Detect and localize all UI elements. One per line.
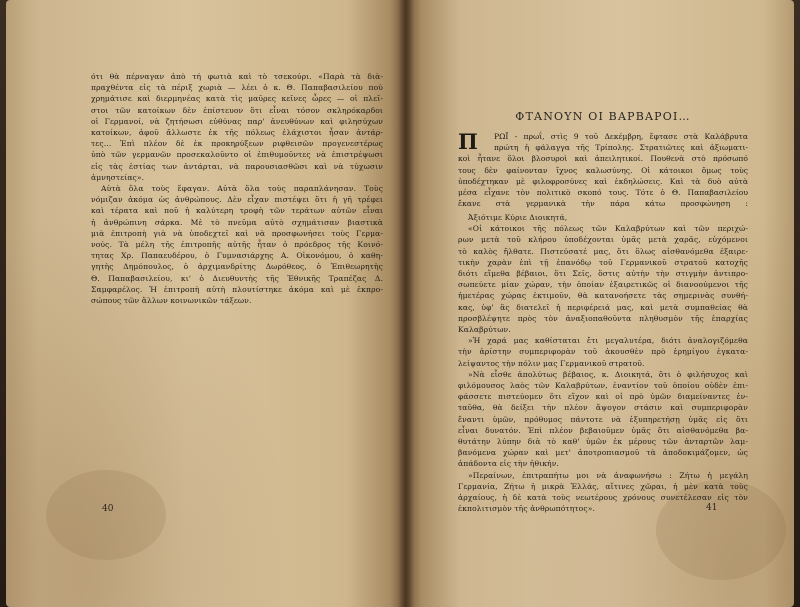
text-line: μέσα εἶχανε τὸν πολιτικὸ σκοπό τους. Τότε ὁ Θ. Παπαβασιλείου bbox=[458, 188, 748, 198]
text-line: εἰς τὰς ἑστίας των ἀντάρται, νὰ παρουσιασθῶσι καὶ νὰ τύχωσιν bbox=[91, 161, 383, 171]
text-line: Ἀξιότιμε Κύριε Διοικητά, bbox=[468, 213, 568, 222]
text-line: τητας Χρ. Παπαευδέρου, ὁ Γυμνασιάρχης Α. Οἰκονόμου, ὁ καθη- bbox=[91, 251, 383, 261]
text-line: ἀμνηστείας». bbox=[91, 172, 145, 182]
text-line: προσβλέψητε πρὸς τὸν ἀναξιοπαθοῦντα πληθυσμὸν τῆς ἐπαρχίας bbox=[458, 313, 748, 323]
left-page bbox=[6, 0, 406, 607]
text-line: Αὐτὰ ὅλα τοὺς ἔφαγαν. Αὐτὰ ὅλα τοὺς παραπλάνησαν. Τοὺς bbox=[101, 184, 383, 194]
text-line: Καλαβρύτων. bbox=[458, 325, 511, 335]
text-line: τους δὲν φαίνονταν ἴχνος καλωσύνης. Οἱ κάτοικοι ὅμως τοὺς bbox=[458, 165, 748, 175]
text-line: ἡ ἀνθρώπινη σάρκα. Μὲ τὸ πνεῦμα αὐτὸ σχημάτισαν βιαστικὰ bbox=[91, 217, 383, 227]
text-line: ὑποδέχτηκαν μὲ φιλοφροσύνες καὶ ἐκδηλώσεις. Καὶ τὰ δυὸ αὐτὰ bbox=[458, 176, 748, 186]
right-page-text bbox=[458, 212, 748, 514]
text-line: Θ. Παπαβασιλείου, κι' ὁ Διευθυντὴς τῆς Ἐθνικῆς Τραπέζας Δ. bbox=[91, 273, 383, 283]
text-line: ταῦθα, θὰ δείξει τὴν πλέον ἄψογον στάσιν καὶ συμπεριφορὰν bbox=[458, 403, 748, 413]
text-line: θυτάτην λύπην διὰ τὸ καθ' ὑμῶν ἐκ μέρους τῶν ἀνταρτῶν λαμ- bbox=[458, 437, 748, 447]
text-line: ἔναντι ὑμῶν, πρόθυμος πάντοτε νὰ ἐξυπηρετήσῃ ὑμᾶς εἰς ὅτι bbox=[458, 414, 748, 424]
paper-stain bbox=[46, 470, 166, 560]
text-line: διότι εἴμεθα βέβαιοι, ὅτι Σεῖς, ὅστις αὐτὴν τὴν στιγμὴν ἀντιπρο- bbox=[458, 269, 748, 279]
text-line: ρων μετὰ τοῦ κλήρου ὑποδέχονται ὑμᾶς μετὰ χαρᾶς, εὐχόμενοι bbox=[458, 235, 748, 245]
text-line: »Περαίνων, ἐπιτραπήτω μοι νὰ ἀναφωνήσω : Ζήτω ἡ μεγάλη bbox=[468, 470, 748, 480]
text-line: σωπεύετε μίαν χώραν, τὴν ὁποίαν ἐξαιρετικῶς οἱ διανοούμενοι τῆς bbox=[458, 280, 748, 290]
text-line: τὴν ἀρίστην συμπεριφορὰν τοῦ ἀκουσθὲν πρὸ ἐρημίγου ἐγκατα- bbox=[458, 347, 748, 357]
text-line: τες… Ἐπὶ πλέον δὲ ἐκ προκηρύξεων ριφθεισῶν προγενεστέρως bbox=[91, 139, 383, 149]
text-line: κατοίκων, ἀφοῦ ἄλλωστε ἐκ τῆς πόλεως ἐλάχιστοι ἦσαν ἀντάρ- bbox=[91, 128, 383, 138]
right-page bbox=[406, 0, 794, 607]
text-line: ἡμετέρας χώρας ἐκτιμοῦν, θὰ κατανοήσετε τὰς σημερινὰς συνθή- bbox=[458, 291, 748, 301]
chapter-title: ΦΤΑΝΟΥΝ ΟΙ ΒΑΡΒΑΡΟΙ… bbox=[515, 110, 691, 123]
text-line: οἱ Γερμανοί, νὰ ζητήσωσι εὐθύνας παρ' ἀνευθύνων καὶ φιλησύχων bbox=[91, 116, 383, 126]
text-line: νόμιζαν ἀκόμα ὡς ἀνθρώπους. Δὲν εἶχαν πιστέψει ὅτι ἡ γῆ τρέφει bbox=[91, 195, 383, 205]
text-line: κοὶ ἦτανε ὅλοι βλοσυροὶ καὶ ἀπειλητικοί. Πουθενὰ στὸ πρόσωπό bbox=[458, 154, 748, 164]
page-number: 40 bbox=[102, 504, 114, 514]
text-line: ότι θὰ πέρναγαν ἀπὸ τή φωτιὰ καὶ τὸ τσεκούρι. «Παρὰ τὰ διὰ- bbox=[91, 72, 383, 81]
text-line: ΡΩΪ - πρωΐ, στὶς 9 τοῦ Δεκέμβρη, ἔφτασε στὰ Καλάβρυτα bbox=[494, 132, 748, 141]
text-line: καὶ τέρατα καὶ ποῦ ἡ καλύτερη τροφὴ τῶν τεράτων αὐτῶν εἶναι bbox=[91, 206, 383, 216]
book-gutter bbox=[398, 0, 414, 607]
text-line: φιλόμουσος λαὸς τῶν Καλαβρύτων, ἐναντίον τοῦ ὁποίου οὐδὲν ἐπι- bbox=[458, 381, 748, 391]
text-line: σώπους τῶν ἄλλων κοινωνικῶν τάξεων. bbox=[91, 296, 252, 306]
text-line: ἐκπολιτισμὸν τῆς ἀνθρωπότητος». bbox=[458, 504, 595, 514]
text-line: πρώτη ἡ φάλαγγα τῆς Τρίπολης. Στρατιῶτες καὶ ἀξιωματι- bbox=[494, 143, 748, 153]
text-line: κας, ὑφ' ἃς διατελεῖ ἡ περιφέρειά μας, καὶ μετὰ συμπαθείας θὰ bbox=[458, 302, 748, 312]
drop-cap: Π bbox=[458, 129, 478, 154]
text-line: τικὴν χαρὰν ἐπὶ τῇ ἐπανόδῳ τοῦ Γερμανικοῦ στρατοῦ κατοχῆς bbox=[458, 257, 748, 267]
text-line: Γερμανία, Ζήτω ἡ μικρὰ Ἑλλάς, αἵτινες χῶραι, ἡ μὲν κατὰ τοὺς bbox=[458, 481, 748, 491]
text-line: μιὰ ἐπιτροπὴ γιὰ νὰ ὑποδεχτεῖ καὶ νὰ προσφωνήσει τοὺς Γερμα- bbox=[91, 228, 383, 238]
text-line: τὸ καλὸς ἤλθατε. Πιστεύσατέ μας, ὅτι ὅλως αἰσθανόμεθα ἐξαιρε- bbox=[458, 246, 748, 256]
page-number: 41 bbox=[706, 503, 718, 513]
text-line: Σαμφαρέλος. Ἡ ἐπιτροπὴ αὐτὴ πλουτίστηκε ἀκόμα καὶ μὲ ἐκπρο- bbox=[91, 284, 383, 294]
text-line: ὑπὸ τῶν γερμανῶν προσεκαλοῦντο οἱ ἐπιθυμοῦντες νὰ ἐπιστρέψωσι bbox=[91, 150, 383, 160]
text-line: «Οἱ κάτοικοι τῆς πόλεως τῶν Καλαβρύτων καὶ τῶν περιχώ- bbox=[468, 224, 748, 234]
text-line: στοι τῶν κατοίκων δὲν ἐπίστευον ὅτι εἶναι τόσον σκληρόκαρδοι bbox=[91, 105, 383, 115]
text-line: εἶναι δυνατόν. Ἐπὶ πλέον βεβαιοῦμεν ὑμᾶς ὅτι αἰσθανόμεθα βα- bbox=[458, 425, 748, 435]
text-line: χρημάτισε καὶ διερμηνέας κατὰ τὶς μαῦρες κεῖνες ὧρες — οἱ πλεῖ- bbox=[91, 94, 383, 104]
text-line: βανόμενα χώραν καὶ μετ' ἀποτροπιασμοῦ τὰ ἀποδοκιμάζομεν, ὡς bbox=[458, 448, 748, 458]
text-line: ἔκανε στὰ γερμανικὰ τὴν πάρα κάτω προσφώνηση : bbox=[458, 199, 748, 209]
left-page-text bbox=[91, 71, 383, 306]
text-line: ἀπάδοντα εἰς τὴν ἠθικήν. bbox=[458, 459, 559, 469]
text-line: νούς. Τὰ μέλη τῆς ἐπιτροπῆς αὐτῆς ἦταν ὁ πρόεδρος τῆς Κοινό- bbox=[91, 240, 383, 250]
text-line: φάσσετε πιστεύομεν ὅτι εἴχον καὶ οἱ πρὸ ὑμῶν διαμείναντες ἐν- bbox=[458, 392, 748, 402]
text-line: ἀρχαίους, ἡ δὲ κατὰ τοὺς νεωτέρους χρόνους συνετέλεσαν εἰς τὸν bbox=[458, 493, 748, 503]
text-line: γητὴς Δημόπουλος, ὁ ἀρχιμανδρίτης Δωρόθεος, ὁ Ἐπιθεωρητὴς bbox=[91, 262, 383, 272]
opening-paragraph bbox=[458, 131, 748, 209]
text-line: πραχθέντα εἰς τὰ πέριξ χωριὰ — λέει ὁ κ. Θ. Παπαβασιλείου ποὺ bbox=[91, 83, 383, 93]
text-line: »Νὰ εἶσθε ἀπολύτως βέβαιος, κ. Διοικητά, ὅτι ὁ φιλήσυχος καὶ bbox=[468, 369, 748, 379]
text-line: »Ἡ χαρά μας καθίσταται ἔτι μεγαλυτέρα, διότι ἀναλογιζόμεθα bbox=[468, 336, 748, 346]
text-line: λείψαντος τὴν πόλιν μας Γερμανικοῦ στρατοῦ. bbox=[458, 358, 645, 368]
